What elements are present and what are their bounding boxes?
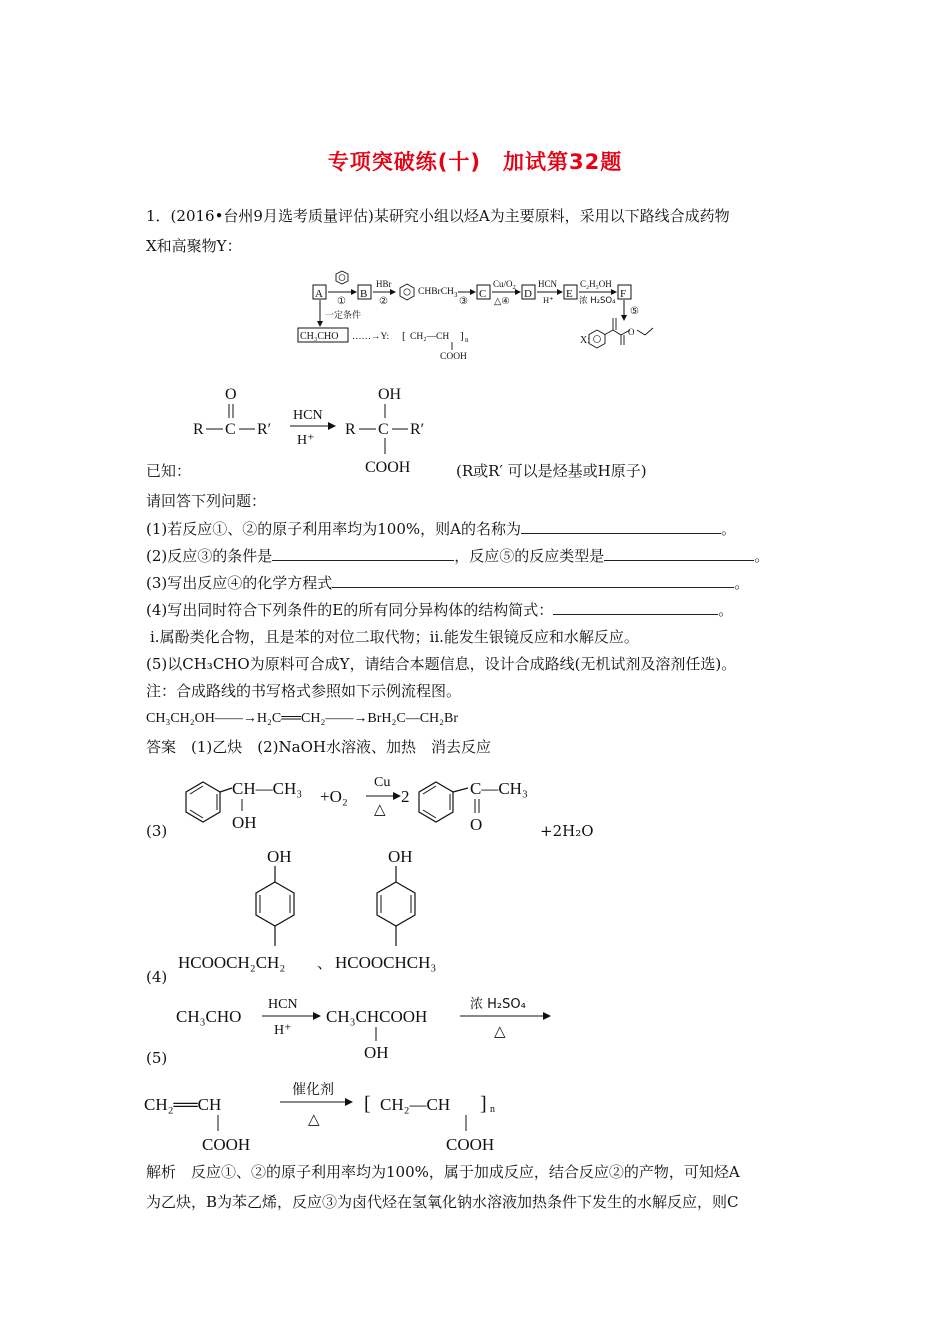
question-prompt: 请回答下列问题：: [146, 492, 267, 510]
a3-o: O: [470, 815, 483, 834]
scheme-cu-o2-sub: 2: [512, 284, 516, 291]
q1-text: (1)若反应①、②的原子利用率均为100%，则A的名称为: [146, 520, 521, 538]
question-3: [146, 573, 749, 593]
scheme-y-chain: CH₂—CH: [410, 332, 450, 342]
a5-p1: CH₃CHCOOH: [326, 1007, 428, 1026]
answer-5-route: [170, 986, 590, 1066]
q1-answer-blank[interactable]: [521, 519, 721, 534]
q4-text: (4)写出同时符合下列条件的E的所有同分异构体的结构简式：: [146, 601, 554, 619]
a3-ch: CH—CH₃: [232, 779, 303, 798]
a5-hcn: HCN: [268, 997, 298, 1012]
scheme-cu-o2: Cu/O: [493, 279, 513, 289]
known-note: (R或R′ 可以是烃基或H原子): [456, 462, 647, 480]
known-oh: OH: [378, 386, 402, 403]
a5-cond2: 浓 H₂SO₄: [470, 997, 526, 1012]
a4-s2: HCOOCHCH₃: [335, 953, 437, 972]
a4-sep: 、: [317, 956, 333, 972]
a3-label: (3): [146, 822, 168, 840]
a5-label: (5): [146, 1049, 168, 1067]
known-r-prime2: R′: [410, 421, 425, 438]
scheme-d: D: [524, 288, 532, 300]
q2-text-a: (2)反应③的条件是: [146, 547, 273, 565]
a4-oh1: OH: [267, 847, 292, 866]
a5-polymer: CH₂—CH: [380, 1095, 451, 1114]
scheme-conc-h2so4: 浓 H₂SO₄: [579, 296, 616, 306]
a4-oh2: OH: [388, 847, 413, 866]
a3-plus-h2o: +2H₂O: [540, 822, 594, 840]
a3-co: C—CH₃: [470, 779, 528, 798]
scheme-f: F: [620, 288, 627, 300]
known-r-prime: R′: [257, 421, 272, 438]
format-note: 注：合成路线的书写格式参照如下示例流程图。: [146, 682, 462, 700]
scheme-h-plus: H⁺: [543, 295, 554, 305]
known-c: C: [225, 421, 236, 438]
q3-text: (3)写出反应④的化学方程式: [146, 574, 333, 592]
q1-end: 。: [720, 520, 736, 538]
scheme-c: C: [479, 288, 487, 300]
scheme-step1: ①: [337, 296, 346, 307]
a3-delta: △: [374, 802, 386, 818]
known-h-plus: H⁺: [297, 433, 315, 448]
a5-catalyst: 催化剂: [292, 1082, 334, 1098]
q2-end: 。: [754, 547, 770, 565]
q4-end: 。: [718, 601, 734, 619]
scheme-e: E: [566, 288, 573, 300]
a5-n: n: [490, 1104, 495, 1115]
a4-s1: HCOOCH₂CH₂: [178, 953, 286, 972]
q2-text-b: ，反应⑤的反应类型是: [454, 547, 605, 565]
scheme-hcn: HCN: [538, 279, 558, 289]
a5-delta2: △: [308, 1112, 320, 1128]
question-4: [146, 600, 733, 620]
known-o: O: [225, 386, 237, 403]
a5-cooh1: COOH: [202, 1135, 251, 1154]
a5-h-plus: H⁺: [274, 1023, 292, 1038]
q3-end: 。: [734, 574, 750, 592]
q2-answer-blank-b[interactable]: [604, 546, 754, 561]
scheme-b-product-sub: 3: [453, 291, 458, 299]
scheme-step5: ⑤: [630, 306, 639, 317]
answer-line-1: 答案 (1)乙炔 (2)NaOH水溶液、加热 消去反应: [146, 738, 491, 756]
q3-answer-blank[interactable]: [332, 573, 734, 588]
analysis-line-2: 为乙炔，B为苯乙烯，反应③为卤代烃在氢氧化钠水溶液加热条件下发生的水解反应，则C: [146, 1193, 739, 1211]
a3-plus-o2: +O₂: [320, 787, 348, 806]
scheme-step3: ③: [459, 296, 468, 307]
a3-cu: Cu: [374, 775, 391, 790]
a5-cooh2: COOH: [446, 1135, 495, 1154]
scheme-dots: ……→Y:: [352, 332, 390, 342]
known-label: 已知：: [146, 462, 192, 480]
svg-text:]: ]: [480, 1093, 487, 1115]
known-reaction: [185, 382, 455, 478]
a5-delta: △: [494, 1024, 506, 1040]
scheme-hbr: HBr: [376, 279, 392, 289]
question-2: [146, 546, 769, 566]
a4-label: (4): [146, 968, 168, 986]
scheme-b-product: CHBrCH: [418, 287, 454, 297]
answer-4-structures: [170, 844, 490, 984]
a3-oh: OH: [232, 813, 257, 832]
page-title: 专项突破练(十) 加试第32题: [327, 150, 623, 174]
a5-r1: CH₃CHO: [176, 1007, 242, 1026]
question-1: [146, 519, 736, 539]
scheme-x-label: X:: [580, 335, 590, 346]
question-intro-2: X和高聚物Y：: [146, 237, 242, 255]
q4-conditions: ⅰ.属酚类化合物，且是苯的对位二取代物；ⅱ.能发生银镜反应和水解反应。: [150, 628, 639, 646]
known-hcn: HCN: [293, 408, 323, 423]
scheme-b: B: [360, 288, 368, 300]
svg-text:CHBrCH3: [418, 287, 458, 299]
scheme-step4: △④: [494, 297, 510, 307]
example-route: CH₃CH₂OH——→H₂C══CH₂——→BrH₂C—CH₂Br: [146, 711, 459, 726]
analysis-line-1: 解析 反应①、②的原子利用率均为100%，属于加成反应，结合反应②的产物，可知烃A: [146, 1163, 740, 1181]
svg-text:Cu/O2: [493, 279, 516, 291]
known-r: R: [193, 421, 204, 438]
scheme-step2: ②: [379, 296, 388, 307]
scheme-c2h5oh: C₂H₅OH: [580, 279, 612, 289]
known-cooh: COOH: [365, 459, 411, 476]
question-5: (5)以CH₃CHO为原料可合成Y，请结合本题信息，设计合成路线(无机试剂及溶剂任选)。: [146, 655, 737, 673]
q4-answer-blank[interactable]: [553, 600, 718, 615]
q2-answer-blank-a[interactable]: [272, 546, 454, 561]
svg-text:O: O: [628, 327, 635, 337]
a5-oh: OH: [364, 1043, 389, 1062]
answer-5-polymerization: [140, 1072, 540, 1158]
synthesis-scheme: [290, 270, 680, 385]
a3-coef: 2: [401, 787, 410, 806]
question-intro-1: 1．(2016•台州9月选考质量评估)某研究小组以烃A为主要原料，采用以下路线合成药物: [146, 207, 730, 225]
svg-text:[: [: [364, 1093, 371, 1115]
scheme-y-cooh: COOH: [440, 352, 467, 362]
svg-text:[: [: [402, 330, 406, 342]
a5-monomer: CH₂══CH: [144, 1095, 222, 1114]
scheme-ch3cho: CH₃CHO: [300, 331, 339, 342]
scheme-condition: 一定条件: [325, 311, 362, 321]
svg-text:]: ]: [460, 330, 464, 342]
known-r2: R: [345, 421, 356, 438]
scheme-a: A: [315, 288, 323, 300]
scheme-y-n: n: [465, 336, 469, 344]
known-c2: C: [378, 421, 389, 438]
